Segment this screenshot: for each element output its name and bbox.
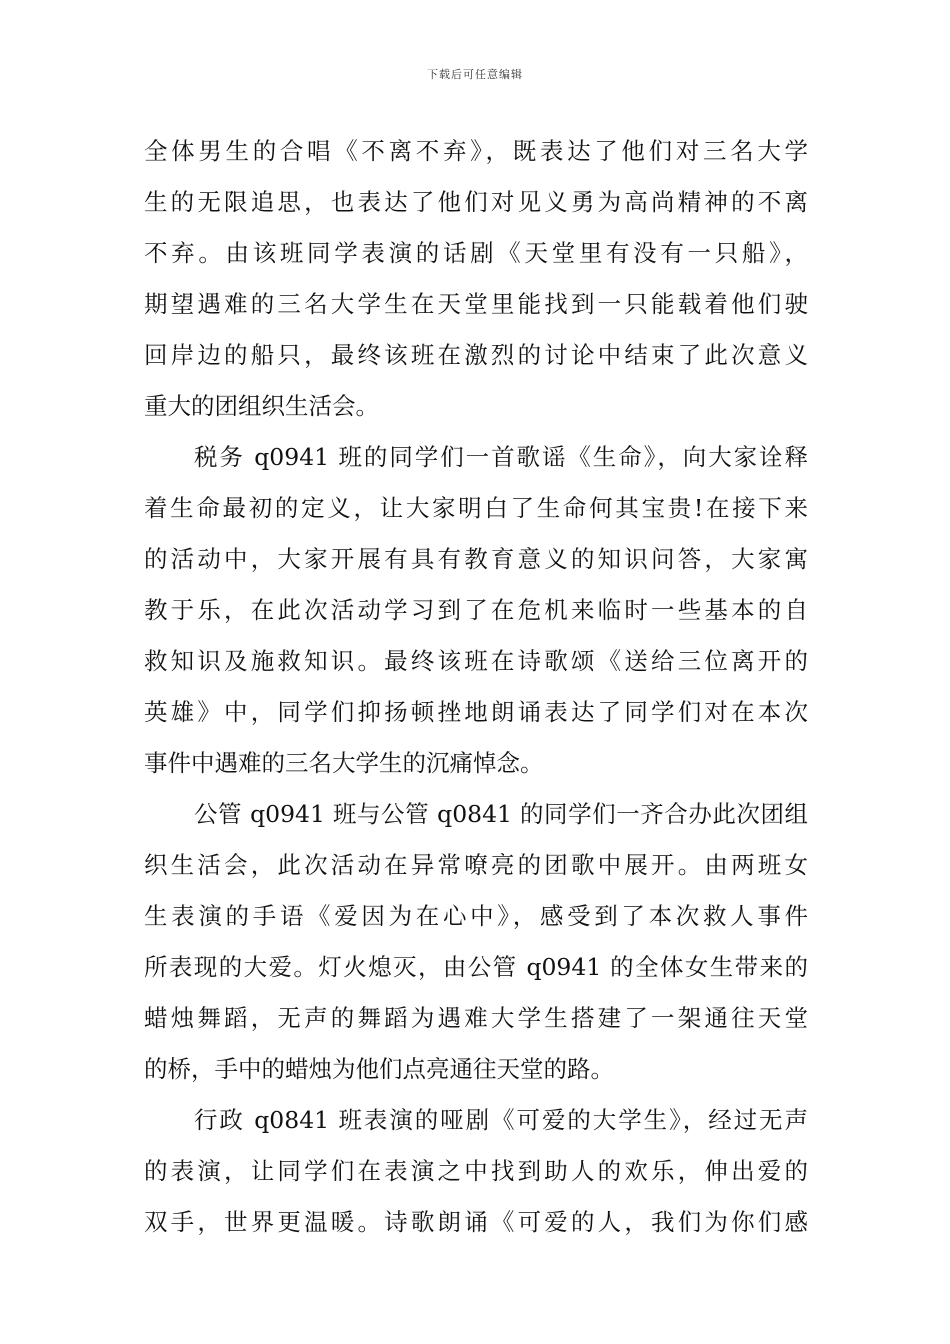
text-line: 不弃。由该班同学表演的话剧《天堂里有没有一只船》， [144,239,808,267]
text-line: 税务 q0941 班的同学们一首歌谣《生命》，向大家诠释 [194,443,808,471]
text-line: 行政 q0841 班表演的哑剧《可爱的大学生》，经过无声 [194,1106,808,1134]
text-line: 英雄》中，同学们抑扬顿挫地朗诵表达了同学们对在本次 [144,698,808,726]
text-line: 教于乐，在此次活动学习到了在危机来临时一些基本的自 [144,596,808,624]
text-line: 所表现的大爱。灯火熄灭，由公管 q0941 的全体女生带来的 [144,953,808,981]
text-line: 公管 q0941 班与公管 q0841 的同学们一齐合办此次团组 [194,800,808,828]
text-line: 蜡烛舞蹈，无声的舞蹈为遇难大学生搭建了一架通往天堂 [144,1004,808,1032]
document-body [144,126,808,1248]
text-line: 的活动中，大家开展有具有教育意义的知识问答，大家寓 [144,545,808,573]
text-line: 事件中遇难的三名大学生的沉痛悼念。 [144,749,544,777]
text-line: 全体男生的合唱《不离不弃》，既表达了他们对三名大学 [144,137,808,165]
paragraph [144,789,808,1095]
text-line: 的表演，让同学们在表演之中找到助人的欢乐，伸出爱的 [144,1157,808,1185]
paragraph [144,432,808,789]
paragraph [144,1095,808,1248]
text-line: 生表演的手语《爱因为在心中》，感受到了本次救人事件 [144,902,808,930]
page-header-note: 下载后可任意编辑 [427,68,523,81]
text-line: 回岸边的船只，最终该班在激烈的讨论中结束了此次意义 [144,341,808,369]
text-line: 着生命最初的定义，让大家明白了生命何其宝贵!在接下来 [144,494,808,522]
text-line: 的桥，手中的蜡烛为他们点亮通往天堂的路。 [144,1055,614,1083]
text-line: 生的无限追思，也表达了他们对见义勇为高尚精神的不离 [144,188,808,216]
text-line: 期望遇难的三名大学生在天堂里能找到一只能载着他们驶 [144,290,808,318]
text-line: 双手，世界更温暖。诗歌朗诵《可爱的人，我们为你们感 [144,1208,808,1236]
text-line: 重大的团组织生活会。 [144,392,379,420]
text-line: 救知识及施救知识。最终该班在诗歌颂《送给三位离开的 [144,647,808,675]
paragraph [144,126,808,432]
text-line: 织生活会，此次活动在异常嘹亮的团歌中展开。由两班女 [144,851,808,879]
